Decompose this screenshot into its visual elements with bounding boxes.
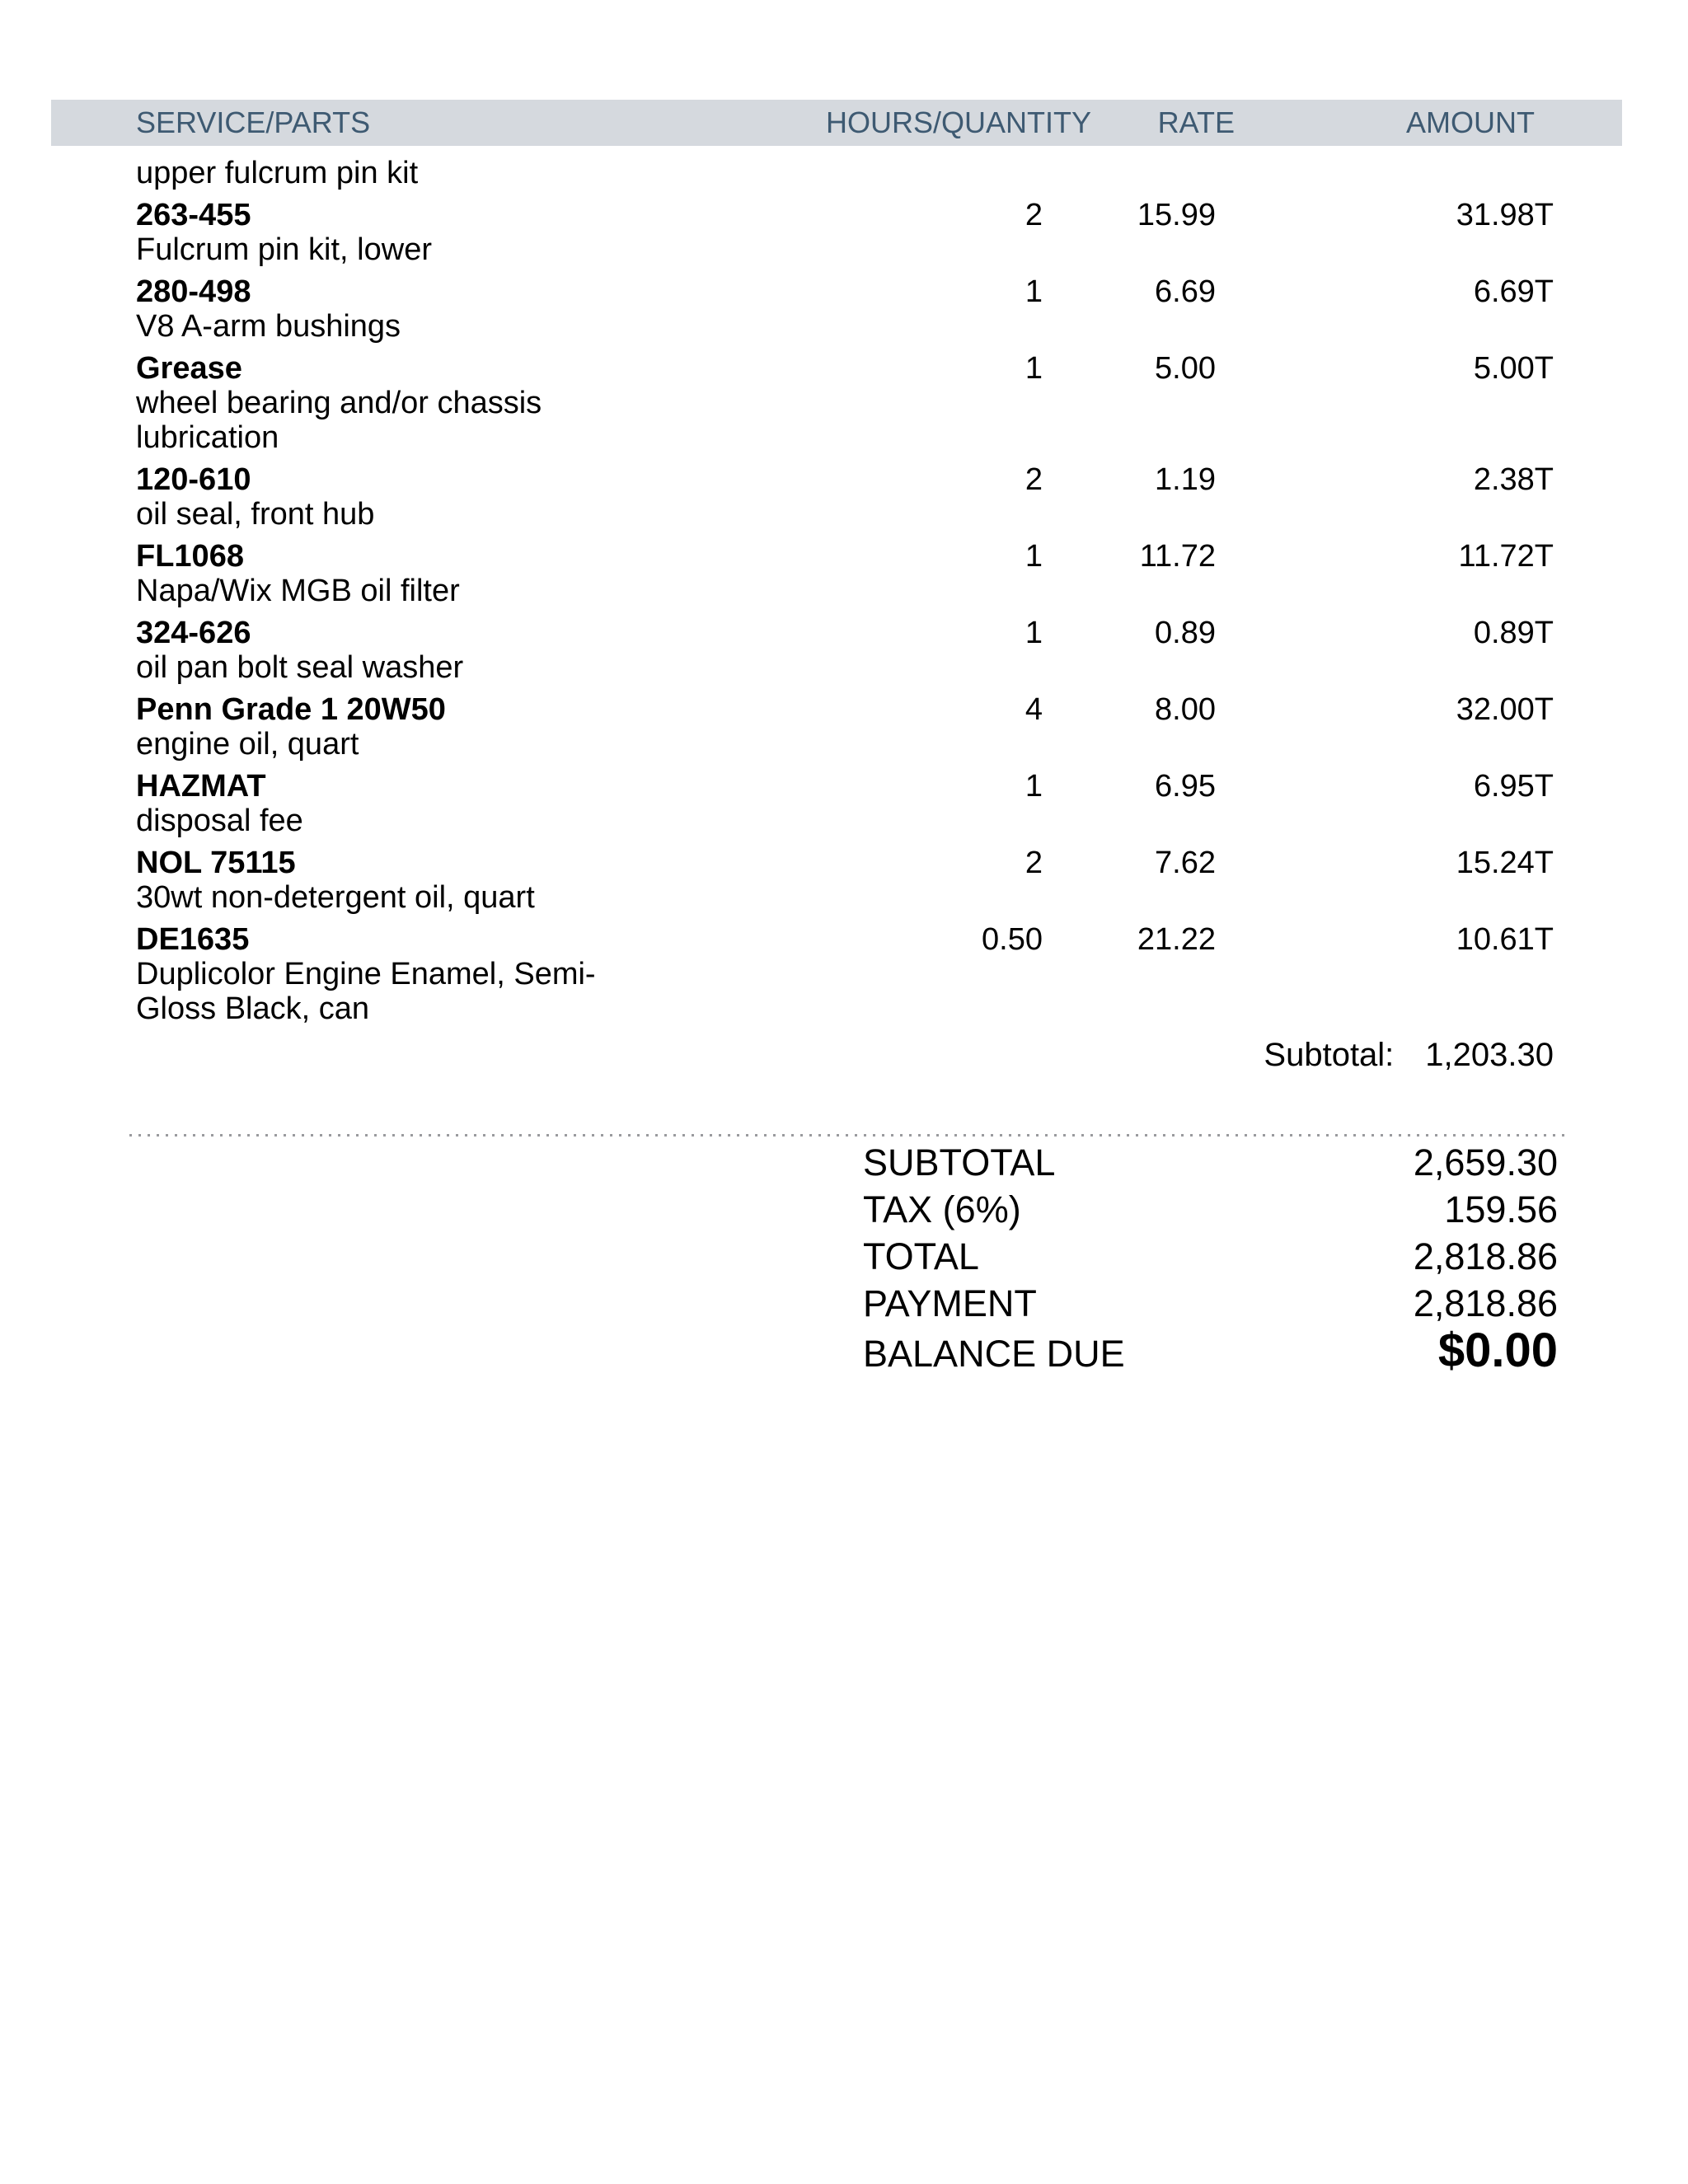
column-header-service-parts: SERVICE/PARTS [136, 105, 371, 139]
item-rate: 0.89 [1155, 616, 1216, 650]
item-service-cell [51, 539, 826, 608]
item-service-cell [51, 692, 826, 762]
item-rate: 11.72 [1139, 539, 1216, 574]
item-amount: 10.61T [1456, 922, 1554, 957]
section-subtotal-label: Subtotal: [1264, 1037, 1395, 1073]
item-rate: 15.99 [1137, 198, 1216, 232]
table-row [51, 156, 1622, 190]
item-quantity: 0.50 [982, 922, 1043, 957]
item-amount: 31.98T [1456, 198, 1554, 232]
item-service-cell [51, 274, 826, 344]
item-description: upper fulcrum pin kit [136, 156, 419, 190]
item-amount: 11.72T [1458, 539, 1554, 574]
item-part-number: 324-626 [136, 616, 251, 650]
item-description: disposal fee [136, 804, 303, 838]
item-description: wheel bearing and/or chassis lubrication [136, 386, 542, 455]
table-row [51, 274, 1622, 344]
items-body [51, 146, 1622, 1026]
item-service-cell [51, 769, 826, 838]
item-service-cell [51, 198, 826, 267]
item-description: engine oil, quart [136, 727, 359, 762]
item-quantity: 1 [1025, 616, 1043, 650]
item-rate: 5.00 [1155, 351, 1216, 386]
item-description: oil seal, front hub [136, 497, 375, 532]
item-quantity: 1 [1025, 769, 1043, 804]
total-row-label: SUBTOTAL [863, 1141, 1056, 1183]
line-items-table [51, 100, 1622, 1072]
section-subtotal-row [51, 1038, 1622, 1072]
item-amount: 6.69T [1473, 274, 1554, 309]
total-row [863, 1280, 1558, 1327]
item-rate: 21.22 [1137, 922, 1216, 957]
item-quantity: 1 [1025, 274, 1043, 309]
item-description: oil pan bolt seal washer [136, 650, 464, 685]
item-description: Napa/Wix MGB oil filter [136, 574, 460, 608]
total-row-label: TAX (6%) [863, 1188, 1021, 1230]
section-subtotal-value: 1,203.30 [1425, 1037, 1554, 1073]
item-service-cell [51, 922, 826, 1026]
total-row [863, 1324, 1558, 1377]
dotted-divider [129, 1134, 1566, 1137]
item-amount: 6.95T [1473, 769, 1554, 804]
table-row [51, 769, 1622, 838]
total-row-value: 159.56 [1444, 1188, 1558, 1230]
total-row-label: TOTAL [863, 1235, 979, 1277]
item-quantity: 2 [1025, 198, 1043, 232]
total-row-label: PAYMENT [863, 1282, 1037, 1324]
item-service-cell [51, 616, 826, 685]
item-service-cell [51, 351, 826, 455]
table-row [51, 846, 1622, 915]
item-part-number: 280-498 [136, 274, 251, 309]
table-row [51, 198, 1622, 267]
item-part-number: DE1635 [136, 922, 250, 957]
item-service-cell [51, 462, 826, 532]
column-header-amount: AMOUNT [1406, 105, 1535, 139]
item-amount: 32.00T [1456, 692, 1554, 727]
item-part-number: 263-455 [136, 198, 251, 232]
item-quantity: 1 [1025, 539, 1043, 574]
item-service-cell [51, 156, 826, 190]
table-row [51, 922, 1622, 1026]
item-part-number: Penn Grade 1 20W50 [136, 692, 446, 727]
item-description: Duplicolor Engine Enamel, Semi-Gloss Black, can [136, 957, 596, 1026]
item-quantity: 2 [1025, 462, 1043, 497]
item-part-number: HAZMAT [136, 769, 266, 804]
table-row [51, 692, 1622, 762]
item-description: 30wt non-detergent oil, quart [136, 880, 535, 915]
totals-block [863, 1139, 1558, 1377]
item-quantity: 2 [1025, 846, 1043, 880]
table-header-row [51, 100, 1622, 146]
item-service-cell [51, 846, 826, 915]
table-row [51, 539, 1622, 608]
table-row [51, 616, 1622, 685]
item-rate: 6.95 [1155, 769, 1216, 804]
item-part-number: Grease [136, 351, 242, 386]
item-part-number: FL1068 [136, 539, 244, 574]
table-row [51, 351, 1622, 455]
item-amount: 2.38T [1473, 462, 1554, 497]
table-row [51, 462, 1622, 532]
column-header-rate: RATE [1157, 105, 1235, 139]
item-rate: 6.69 [1155, 274, 1216, 309]
item-rate: 7.62 [1155, 846, 1216, 880]
total-row [863, 1233, 1558, 1280]
column-header-hours-quantity: HOURS/QUANTITY [826, 105, 1092, 139]
item-amount: 5.00T [1473, 351, 1554, 386]
total-row-value: $0.00 [1437, 1324, 1558, 1377]
item-amount: 0.89T [1473, 616, 1554, 650]
total-row-value: 2,818.86 [1413, 1235, 1558, 1277]
item-part-number: NOL 75115 [136, 846, 296, 880]
item-rate: 8.00 [1155, 692, 1216, 727]
item-amount: 15.24T [1456, 846, 1554, 880]
item-description: V8 A-arm bushings [136, 309, 401, 344]
total-row-value: 2,659.30 [1413, 1141, 1558, 1183]
item-part-number: 120-610 [136, 462, 251, 497]
total-row [863, 1139, 1558, 1186]
total-row-value: 2,818.86 [1413, 1282, 1558, 1324]
total-row-label: BALANCE DUE [863, 1333, 1125, 1375]
item-quantity: 4 [1025, 692, 1043, 727]
item-rate: 1.19 [1155, 462, 1216, 497]
item-description: Fulcrum pin kit, lower [136, 232, 432, 267]
item-quantity: 1 [1025, 351, 1043, 386]
total-row [863, 1186, 1558, 1233]
